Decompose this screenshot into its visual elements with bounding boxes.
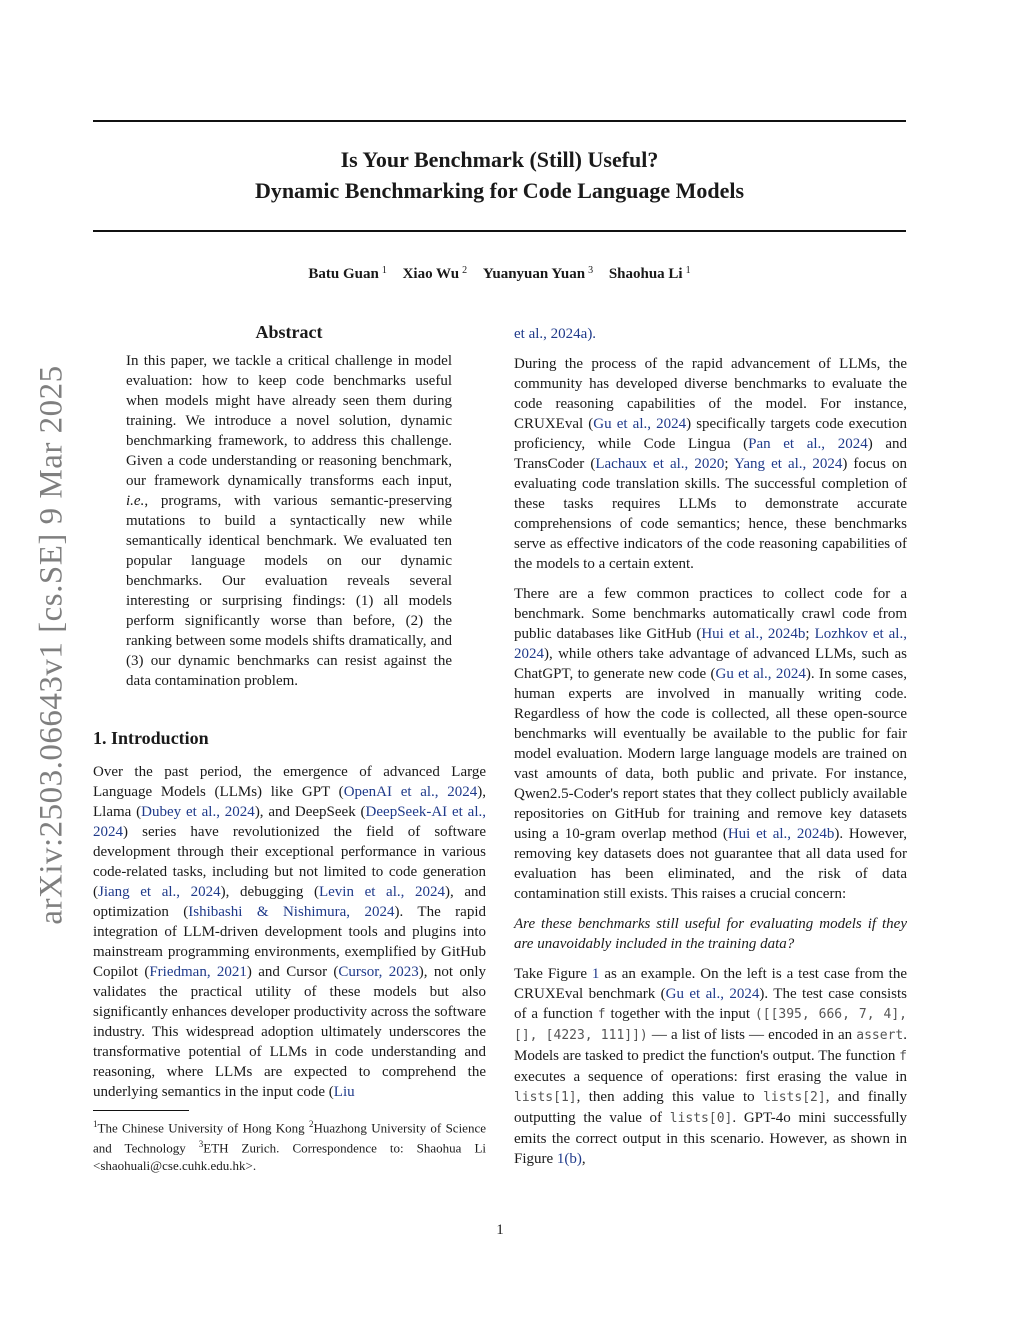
inline-code: ([[395, 666, 7, 4], [], [4223, 111]]) <box>514 1007 907 1043</box>
inline-code: lists[2] <box>763 1090 826 1105</box>
citation-link[interactable]: Ishibashi & Nishimura, 2024 <box>188 904 395 920</box>
citation-link[interactable]: Cursor, 2023 <box>338 964 419 980</box>
intro-paragraph: Over the past period, the emergence of advanced Large Language Models (LLMs) like GPT (OpenAI et al., 2024), Llama (Dubey et al., 2024), and DeepSeek (DeepSeek-AI et al., 2024) series have revolutionized the field of software development through their exceptional performance in various code-related tasks, including but not limited to code generation (Jiang et al., 2024), debugging (Levin et al., 2024), and optimization (Ishibashi & Nishimura, 2024). The rapid integration of LLM-driven development tools and plugins into mainstream programming environments, exemplified by GitHub Copilot (Friedman, 2021) and Cursor (Cursor, 2023), not only validates the practical utility of these models but also significantly enhances developer productivity across the software industry. This widespread adoption ultimately underscores the transformative potential of LLMs in code understanding and reasoning, where LLMs are expected to comprehend the underlying semantics in the input code (Liu <box>93 764 487 1100</box>
page-number: 1 <box>496 1222 504 1238</box>
citation-link[interactable]: Hui et al., 2024b <box>701 626 806 642</box>
paper-title-line-2: Dynamic Benchmarking for Code Language Models <box>254 178 745 203</box>
title-rule-bottom <box>93 230 906 232</box>
author-list <box>93 265 906 283</box>
citation-link[interactable]: DeepSeek-AI et al., 2024 <box>93 804 487 840</box>
figure-reference-link[interactable]: 1 <box>591 966 600 982</box>
author: Shaohua Li $^1$ <box>608 265 691 282</box>
paper-title-line-1: Is Your Benchmark (Still) Useful? <box>340 147 659 172</box>
inline-code: f <box>597 1007 606 1022</box>
citation-link[interactable]: Jiang et al., 2024 <box>98 884 221 900</box>
citation-link[interactable]: Levin et al., 2024 <box>318 884 445 900</box>
author: Yuanyuan Yuan $^3$ <box>482 265 594 282</box>
citation-link[interactable]: Lachaux et al., 2020 <box>595 456 725 472</box>
inline-code: lists[1] <box>514 1090 577 1105</box>
body-paragraph: Take Figure 1 as an example. On the left is a test case from the CRUXEval benchmark (Gu et al., 2024). The test case consists of a function f together with the input ([[395, 666, 7, 4], [], [4223, 111]]) — a list of lists — encoded in an assert. Models are tasked to predict the function's output. The function f executes a sequence of operations: first erasing the value in lists[1], then adding this value to lists[2], and finally outputting the value of lists[0]. GPT-4o mini successfully emits the correct output in this scenario. However, as shown in Figure 1(b), <box>514 966 908 1167</box>
citation-link[interactable]: Dubey et al., 2024 <box>141 804 255 820</box>
inline-code: lists[0] <box>669 1111 733 1126</box>
title-rule-top <box>93 120 906 122</box>
continued-citation: et al., 2024a). <box>514 326 597 342</box>
abstract-heading: Abstract <box>255 322 323 342</box>
citation-link[interactable]: Gu et al., 2024 <box>593 416 687 432</box>
right-column <box>514 324 907 1179</box>
footnote-rule <box>93 1110 189 1111</box>
figure-reference-link[interactable]: 1(b) <box>556 1151 582 1167</box>
inline-code: f <box>899 1049 907 1064</box>
inline-code: assert <box>856 1028 904 1043</box>
affiliation-footnote: $^1$The Chinese University of Hong Kong $^2$Huazhong University of Science and Technology $^3$ETH Zurich. Correspondence to: Shaohua Li <shaohuali@cse.cuhk.edu.hk>. <box>93 1119 486 1173</box>
citation-link[interactable]: Liu <box>333 1084 355 1100</box>
section-heading-introduction: 1. Introduction <box>93 728 209 748</box>
citation-link[interactable]: Gu et al., 2024 <box>715 666 806 682</box>
citation-link[interactable]: Gu et al., 2024 <box>665 986 760 1002</box>
body-paragraph: There are a few common practices to collect code for a benchmark. Some benchmarks automatically crawl code from public databases like GitHub (Hui et al., 2024b; Lozhkov et al., 2024), while others take advantage of advanced LLMs, such as ChatGPT, to generate new code (Gu et al., 2024). In some cases, human experts are involved in manually writing code. Regardless of how the code is collected, all these open-source benchmarks will eventually be available to the public for fair model evaluation. Modern large language models are trained on vast amounts of data, both public and private. For instance, Qwen2.5-Coder's report states that they collect publicly available repositories on GitHub for training and remove key datasets using a 10-gram overlap method (Hui et al., 2024b). However, removing key datasets does not guarantee that all data used for evaluation has been eliminated, and the risk of data contamination still exists. This raises a crucial concern: <box>514 586 907 902</box>
citation-link[interactable]: Lozhkov et al., 2024 <box>514 626 907 662</box>
body-paragraph: During the process of the rapid advancement of LLMs, the community has developed diverse benchmarks to evaluate the code reasoning capabilities of the model. For instance, CRUXEval (Gu et al., 2024) specifically targets code execution proficiency, while Code Lingua (Pan et al., 2024) and TransCoder (Lachaux et al., 2020; Yang et al., 2024) focus on evaluating code translation skills. The successful completion of these tasks requires LLMs to demonstrate accurate comprehensions of code semantics; hence, these benchmarks serve as effective indicators of the code reasoning capabilities of the models to a certain extent. <box>514 356 907 572</box>
citation-link[interactable]: Friedman, 2021 <box>149 964 247 980</box>
arxiv-stamp: arXiv:2503.06643v1 [cs.SE] 9 Mar 2025 <box>33 365 70 925</box>
citation-link[interactable]: OpenAI et al., 2024 <box>343 784 478 800</box>
author: Batu Guan $^1$ <box>308 265 387 282</box>
citation-link[interactable]: Yang et al., 2024 <box>734 456 843 472</box>
abstract-body: In this paper, we tackle a critical challenge in model evaluation: how to keep code benchmarks useful when models might have already seen them during training. We introduce a novel solution, dynamic benchmarking framework, to address this challenge. Given a code understanding or reasoning benchmark, our framework dynamically transforms each input, i.e., programs, with various semantic-preserving mutations to build a syntactically new while semantically identical benchmark. We evaluated ten popular language models on our dynamic benchmarks. Our evaluation reveals several interesting or surprising findings: (1) all models perform significantly worse than before, (2) the ranking between some models shifts dramatically, and (3) our dynamic benchmarks can resist against the data contamination problem. <box>126 353 452 689</box>
citation-link[interactable]: Hui et al., 2024b <box>727 826 835 842</box>
research-question: Are these benchmarks still useful for evaluating models if they are unavoidably included in the training data? <box>514 916 907 952</box>
author: Xiao Wu $^2$ <box>402 265 468 282</box>
citation-link[interactable]: Pan et al., 2024 <box>748 436 868 452</box>
citation-link[interactable]: et al., 2024a <box>514 326 588 342</box>
